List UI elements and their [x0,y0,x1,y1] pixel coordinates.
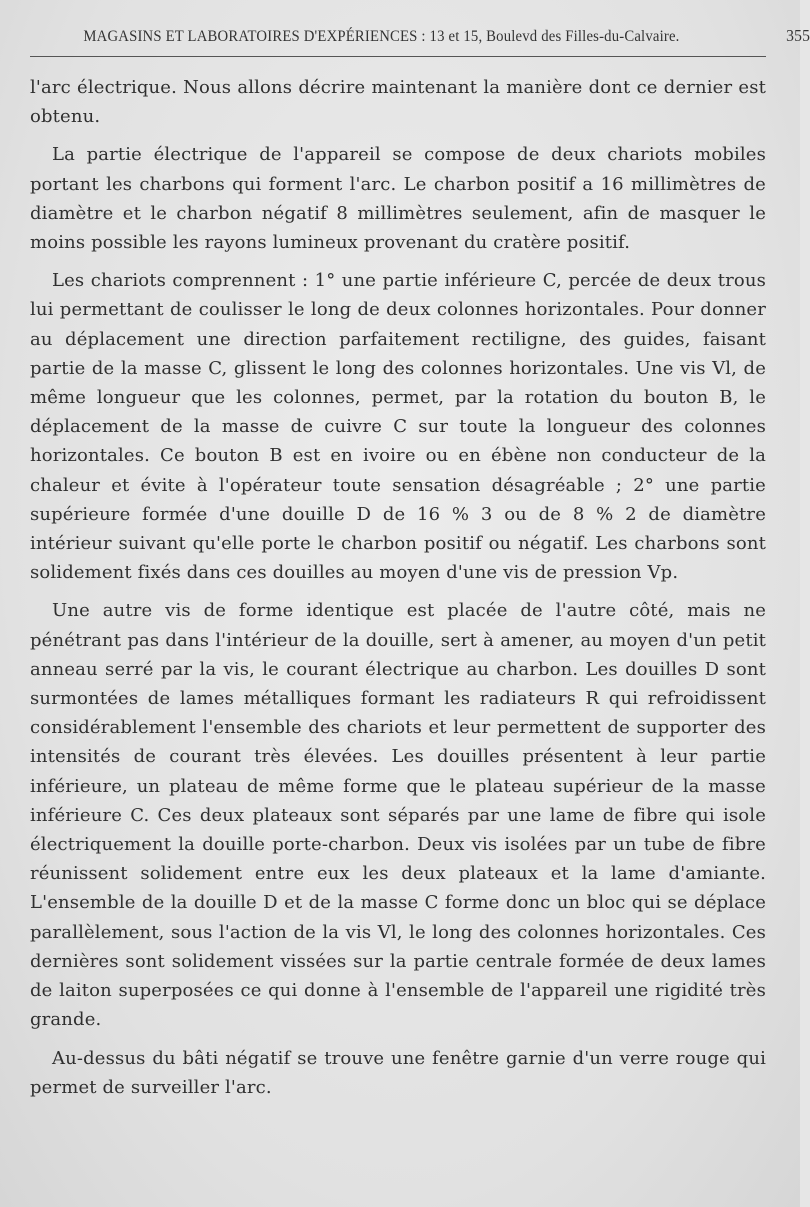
body-text [30,73,766,1102]
paragraph-1: l'arc électrique. Nous allons décrire maintenant la manière dont ce dernier est obtenu. [30,77,766,128]
paragraph-5: Au-dessus du bâti négatif se trouve une fenêtre garnie d'un verre rouge qui permet de surveiller l'arc. [30,1047,766,1098]
header-rule [30,56,766,57]
page-number: 355 [786,26,810,45]
paragraph-2: La partie électrique de l'appareil se compose de deux chariots mobiles portant les charbons qui forment l'arc. Le charbon positif a 16 millimètres de diamètre et le charbon négatif 8 millimètres seulement, afin de masquer le moins possible les rayons lumineux provenant du cratère positif. [30,144,766,254]
header-title: MAGASINS ET LABORATOIRES D'EXPÉRIENCES : 13 et 15, Boulevd des Filles-du-Calvaire. [83,28,680,45]
paragraph-4: Une autre vis de forme identique est placée de l'autre côté, mais ne pénétrant pas dans l'intérieur de la douille, sert à amener, au moyen d'un petit anneau serré par la vis, le courant électrique au charbon. Les douilles D sont surmontées de lames métalliques formant les radiateurs R qui refroidissent considérablement l'ensemble des chariots et leur permettent de supporter des intensités de courant très élevées. Les douilles présentent à leur partie inférieure, un plateau de même forme que le plateau supérieur de la masse inférieure C. Ces deux plateaux sont séparés par une lame de fibre qui isole électriquement la douille porte-charbon. Deux vis isolées par un tube de fibre réunissent solidement entre eux les deux plateaux et la lame d'amiante. L'ensemble de la douille D et de la masse C forme donc un bloc qui se déplace parallèlement, sous l'action de la vis Vl, le long des colonnes horizontales. Ces dernières sont solidement vissées sur la partie centrale formée de deux lames de laiton superposées ce qui donne à l'ensemble de l'appareil une rigidité très grande. [30,600,766,1031]
running-header [30,26,810,46]
paragraph-3: Les chariots comprennent : 1° une partie inférieure C, percée de deux trous lui permettant de coulisser le long de deux colonnes horizontales. Pour donner au déplacement une direction parfaitement rectiligne, des guides, faisant partie de la masse C, glissent le long des colonnes horizontales. Une vis Vl, de même longueur que les colonnes, permet, par la rotation du bouton B, le déplacement de la masse de cuivre C sur toute la longueur des colonnes horizontales. Ce bouton B est en ivoire ou en ébène non conducteur de la chaleur et évite à l'opérateur toute sensation désagréable ; 2° une partie supérieure formée d'une douille D de 16 % 3 ou de 8 % 2 de diamètre intérieur suivant qu'elle porte le charbon positif ou négatif. Les charbons sont solidement fixés dans ces douilles au moyen d'une vis de pression Vp. [30,270,766,584]
